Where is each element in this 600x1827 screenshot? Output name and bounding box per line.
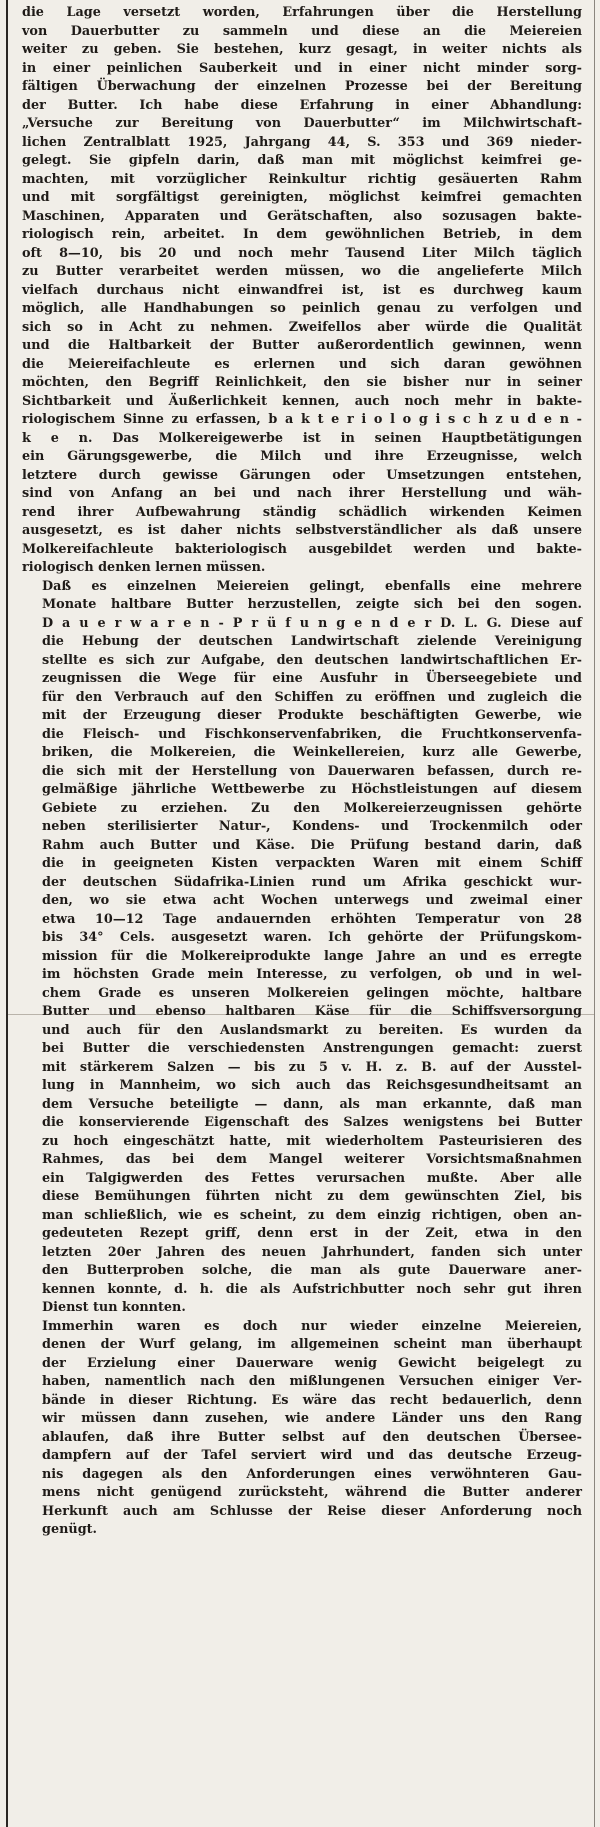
text-line: bei Butter die verschiedensten Anstrengungen gemacht: zuerst (42, 1041, 582, 1056)
text-line: möglich, alle Handhabungen so peinlich genau zu verfolgen und (22, 301, 582, 316)
text-line: sind von Anfang an bei und nach ihrer Herstellung und wäh- (22, 486, 582, 501)
text-line: die konservierende Eigenschaft des Salzes wenigstens bei Butter (42, 1115, 582, 1130)
text-line: und die Haltbarkeit der Butter außerordentlich gewinnen, wenn (22, 338, 582, 353)
text-line: Daß es einzelnen Meiereien gelingt, ebenfalls eine mehrere (42, 578, 582, 594)
text-line: neben sterilisierter Natur-, Kondens- und Trockenmilch oder (42, 819, 582, 834)
text-line: dampfern auf der Tafel serviert wird und das deutsche Erzeug- (42, 1448, 582, 1463)
text-line: Immerhin waren es doch nur wieder einzelne Meiereien, (42, 1318, 582, 1334)
text-line: für den Verbrauch auf den Schiffen zu eröffnen und zugleich die (42, 689, 582, 705)
text-line: „Versuche zur Bereitung von Dauerbutter“ im Milchwirtschaft- (22, 116, 582, 131)
article-paragraph (22, 578, 582, 1318)
text-line: diese Bemühungen führten nicht zu dem gewünschten Ziel, bis (42, 1189, 582, 1204)
text-line: gelmäßige jährliche Wettbewerbe zu Höchstleistungen auf diesem (42, 782, 582, 797)
text-line: der Erzielung einer Dauerware wenig Gewicht beigelegt zu (42, 1355, 582, 1371)
text-line: denen der Wurf gelang, im allgemeinen scheint man überhaupt (42, 1337, 582, 1352)
article-column (22, 4, 582, 1540)
text-line: zu Butter verarbeitet werden müssen, wo die angelieferte Milch (22, 264, 582, 279)
right-column-rule (594, 0, 595, 1827)
text-line: und mit sorgfältigst gereinigten, möglichst keimfrei gemachten (22, 190, 582, 205)
text-line: haben, namentlich nach den mißlungenen Versuchen einiger Ver- (42, 1374, 582, 1389)
text-line: mission für die Molkereiprodukte lange Jahre an und es erregte (42, 948, 582, 964)
text-line: gedeuteten Rezept griff, denn erst in der Zeit, etwa in den (42, 1226, 582, 1241)
text-line: Rahm auch Butter und Käse. Die Prüfung bestand darin, daß (42, 837, 582, 853)
text-line: briken, die Molkereien, die Weinkellereien, kurz alle Gewerbe, (42, 745, 582, 760)
text-line: stellte es sich zur Aufgabe, den deutschen landwirtschaftlichen Er- (42, 652, 582, 668)
text-line: fältigen Überwachung der einzelnen Prozesse bei der Bereitung (22, 79, 582, 94)
text-line: und auch für den Auslandsmarkt zu bereiten. Es wurden da (42, 1022, 582, 1038)
text-line: Rahmes, das bei dem Mangel weiterer Vorsichtsmaßnahmen (42, 1152, 582, 1167)
text-line: mit der Erzeugung dieser Produkte beschäftigten Gewerbe, wie (42, 708, 582, 723)
text-line: den, wo sie etwa acht Wochen unterwegs und zweimal einer (42, 893, 582, 908)
text-line: lichen Zentralblatt 1925, Jahrgang 44, S. 353 und 369 nieder- (22, 134, 582, 150)
text-line: Herkunft auch am Schlusse der Reise dieser Anforderung noch (42, 1503, 582, 1519)
text-line: bände in dieser Richtung. Es wäre das recht bedauerlich, denn (42, 1392, 582, 1408)
text-line: die Meiereifachleute es erlernen und sich daran gewöhnen (22, 356, 582, 372)
text-line: lung in Mannheim, wo sich auch das Reichsgesundheitsamt an (42, 1078, 582, 1093)
text-line: rend ihrer Aufbewahrung ständig schädlich wirkenden Keimen (22, 504, 582, 520)
text-line: kennen konnte, d. h. die als Aufstrichbutter noch sehr gut ihren (42, 1281, 582, 1297)
text-line: möchten, den Begriff Reinlichkeit, den sie bisher nur in seiner (22, 375, 582, 390)
text-line: wir müssen dann zusehen, wie andere Länder uns den Rang (42, 1411, 582, 1426)
text-line: gelegt. Sie gipfeln darin, daß man mit möglichst keimfrei ge- (22, 153, 582, 168)
text-line: die Hebung der deutschen Landwirtschaft zielende Vereinigung (42, 634, 582, 649)
text-line: ablaufen, daß ihre Butter selbst auf den deutschen Übersee- (42, 1429, 582, 1445)
text-line: in einer peinlichen Sauberkeit und in einer nicht minder sorg- (22, 60, 582, 76)
text-line: dem Versuche beteiligte — dann, als man erkannte, daß man (42, 1096, 582, 1112)
text-line: Maschinen, Apparaten und Gerätschaften, also sozusagen bakte- (22, 208, 582, 224)
text-line: mens nicht genügend zurücksteht, während die Butter anderer (42, 1485, 582, 1500)
text-line: genügt. (42, 1522, 98, 1537)
text-line: im höchsten Grade mein Interesse, zu verfolgen, ob und in wel- (42, 967, 582, 982)
text-line: von Dauerbutter zu sammeln und diese an die Meiereien (22, 23, 582, 39)
text-line: riologischem Sinne zu erfassen, b a k t e r i o l o g i s c h z u d e n - (22, 412, 582, 427)
text-line: der Butter. Ich habe diese Erfahrung in einer Abhandlung: (22, 97, 582, 113)
text-line: Butter und ebenso haltbaren Käse für die Schiffsversorgung (42, 1004, 582, 1019)
text-line: k e n. Das Molkereigewerbe ist in seinen Hauptbetätigungen (22, 430, 582, 446)
text-line: etwa 10—12 Tage andauernden erhöhten Temperatur von 28 (42, 911, 582, 927)
article-paragraph (22, 1318, 582, 1540)
text-line: letzten 20er Jahren des neuen Jahrhundert, fanden sich unter (42, 1244, 582, 1260)
text-line: D a u e r w a r e n - P r ü f u n g e n d e r D. L. G. Diese auf (42, 615, 582, 631)
text-line: den Butterproben solche, die man als gute Dauerware aner- (42, 1263, 582, 1278)
text-line: ausgesetzt, es ist daher nichts selbstverständlicher als daß unsere (22, 523, 582, 538)
text-line: mit stärkerem Salzen — bis zu 5 v. H. z. B. auf der Ausstel- (42, 1059, 582, 1075)
text-line: Dienst tun konnten. (42, 1300, 186, 1315)
page-bottom-mark (40, 1800, 80, 1803)
text-line: zeugnissen die Wege für eine Ausfuhr in Überseegebiete und (42, 671, 582, 686)
text-line: chem Grade es unseren Molkereien gelingen möchte, haltbare (42, 985, 582, 1001)
text-line: bis 34° Cels. ausgesetzt waren. Ich gehörte der Prüfungskom- (42, 930, 582, 945)
text-line: Molkereifachleute bakteriologisch ausgebildet werden und bakte- (22, 541, 582, 557)
text-line: die Fleisch- und Fischkonservenfabriken, die Fruchtkonservenfa- (42, 726, 582, 742)
left-column-rule (6, 0, 8, 1827)
text-line: vielfach durchaus nicht einwandfrei ist, ist es durchweg kaum (22, 282, 582, 298)
text-line: letztere durch gewisse Gärungen oder Umsetzungen entstehen, (22, 467, 582, 483)
text-line: riologisch rein, arbeitet. In dem gewöhnlichen Betrieb, in dem (22, 227, 582, 242)
text-line: die in geeigneten Kisten verpackten Waren mit einem Schiff (42, 856, 582, 871)
text-line: nis dagegen als den Anforderungen eines verwöhnteren Gau- (42, 1466, 582, 1482)
text-line: riologisch denken lernen müssen. (22, 560, 266, 575)
text-line: der deutschen Südafrika-Linien rund um Afrika geschickt wur- (42, 874, 582, 890)
text-line: man schließlich, wie es scheint, zu dem einzig richtigen, oben an- (42, 1207, 582, 1223)
text-line: zu hoch eingeschätzt hatte, mit wiederholtem Pasteurisieren des (42, 1133, 582, 1149)
text-line: ein Gärungsgewerbe, die Milch und ihre Erzeugnisse, welch (22, 449, 582, 464)
text-line: sich so in Acht zu nehmen. Zweifellos aber würde die Qualität (22, 319, 582, 335)
text-line: oft 8—10, bis 20 und noch mehr Tausend Liter Milch täglich (22, 245, 582, 261)
text-line: weiter zu geben. Sie bestehen, kurz gesagt, in weiter nichts als (22, 42, 582, 57)
text-line: die Lage versetzt worden, Erfahrungen über die Herstellung (22, 5, 582, 20)
article-paragraph (22, 4, 582, 578)
text-line: Gebiete zu erziehen. Zu den Molkereierzeugnissen gehörte (42, 800, 582, 816)
text-line: Monate haltbare Butter herzustellen, zeigte sich bei den sogen. (42, 597, 582, 612)
text-line: machten, mit vorzüglicher Reinkultur richtig gesäuerten Rahm (22, 171, 582, 187)
text-line: die sich mit der Herstellung von Dauerwaren befassen, durch re- (42, 763, 582, 779)
text-line: Sichtbarkeit und Äußerlichkeit kennen, auch noch mehr in bakte- (22, 393, 582, 409)
text-line: ein Talgigwerden des Fettes verursachen mußte. Aber alle (42, 1170, 582, 1186)
